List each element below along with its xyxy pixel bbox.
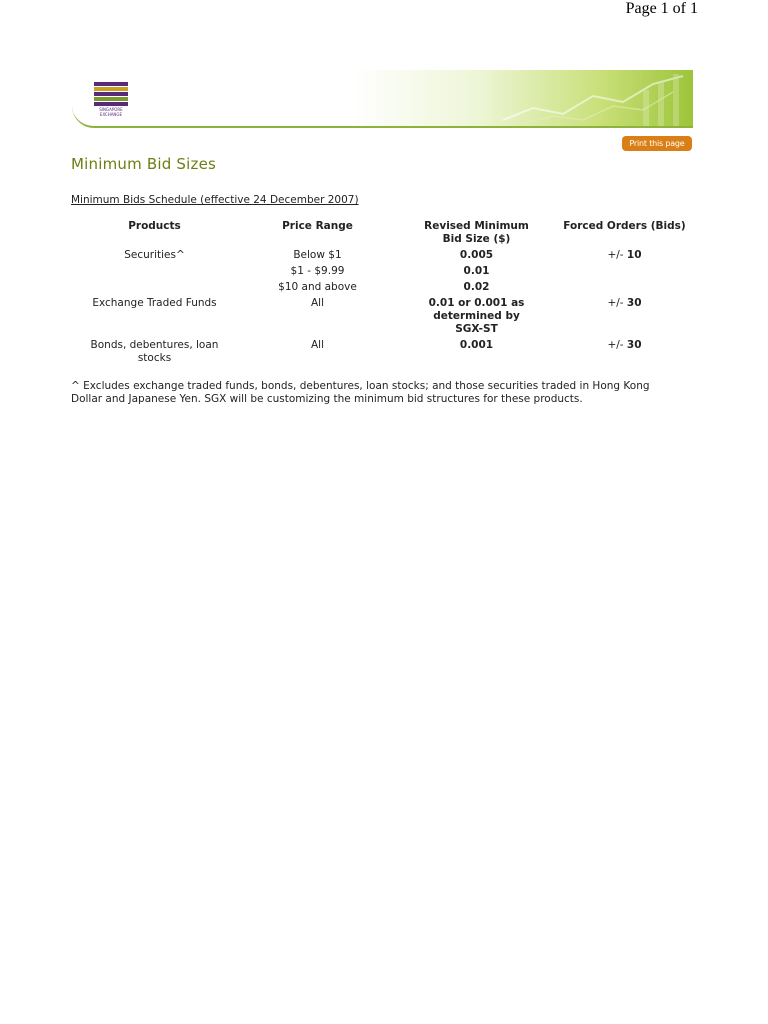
min-bid-cell: 0.01: [463, 265, 490, 277]
forced-orders-cell: +/- 30: [607, 297, 642, 309]
forced-orders-cell: +/- 10: [607, 249, 642, 261]
minimum-bids-table: [71, 220, 693, 368]
svg-text:EXCHANGE: EXCHANGE: [99, 112, 123, 117]
min-bid-cell: 0.005: [459, 249, 494, 261]
table-row: [71, 297, 693, 339]
table-row: [71, 339, 693, 368]
column-header-price-range: Price Range: [282, 220, 353, 232]
table-header-row: [71, 220, 693, 249]
minimum-bids-schedule-link[interactable]: Minimum Bids Schedule (effective 24 December 2007): [71, 194, 359, 206]
product-cell: Bonds, debentures, loan stocks: [90, 339, 219, 364]
min-bid-cell: 0.02: [463, 281, 490, 293]
column-header-min-bid-size: Revised Minimum Bid Size ($): [424, 220, 529, 245]
price-range-cell: $1 - $9.99: [290, 265, 345, 277]
table-row: [71, 249, 693, 265]
banner-graphic: [493, 70, 693, 126]
footnote: ^ Excludes exchange traded funds, bonds, debentures, loan stocks; and those securities traded in Hong Kong Dollar and Japanese Yen. SGX will be customizing the minimum bid structures for these products.: [71, 380, 650, 405]
page-number: Page 1 of 1: [625, 0, 698, 17]
column-header-forced-orders: Forced Orders (Bids): [563, 220, 686, 232]
price-range-cell: $10 and above: [278, 281, 357, 293]
table-row: [71, 281, 693, 297]
min-bid-cell: 0.01 or 0.001 as determined by SGX-ST: [428, 297, 525, 335]
column-header-products: Products: [128, 220, 181, 232]
product-cell: Exchange Traded Funds: [92, 297, 217, 309]
price-range-cell: All: [310, 339, 325, 351]
price-range-cell: Below $1: [293, 249, 342, 261]
table-row: [71, 265, 693, 281]
forced-orders-cell: [556, 281, 693, 297]
min-bid-cell: 0.001: [459, 339, 494, 351]
header-banner: [72, 70, 693, 128]
page-title: Minimum Bid Sizes: [71, 155, 217, 173]
product-cell: [71, 281, 238, 297]
print-this-page-button[interactable]: Print this page: [622, 136, 692, 151]
forced-orders-cell: +/- 30: [607, 339, 642, 351]
product-cell: Securities^: [124, 249, 185, 261]
forced-orders-cell: [556, 265, 693, 281]
sgx-logo: [94, 82, 128, 118]
product-cell: [71, 265, 238, 281]
svg-text:SINGAPORE: SINGAPORE: [99, 107, 123, 112]
price-range-cell: All: [310, 297, 325, 309]
